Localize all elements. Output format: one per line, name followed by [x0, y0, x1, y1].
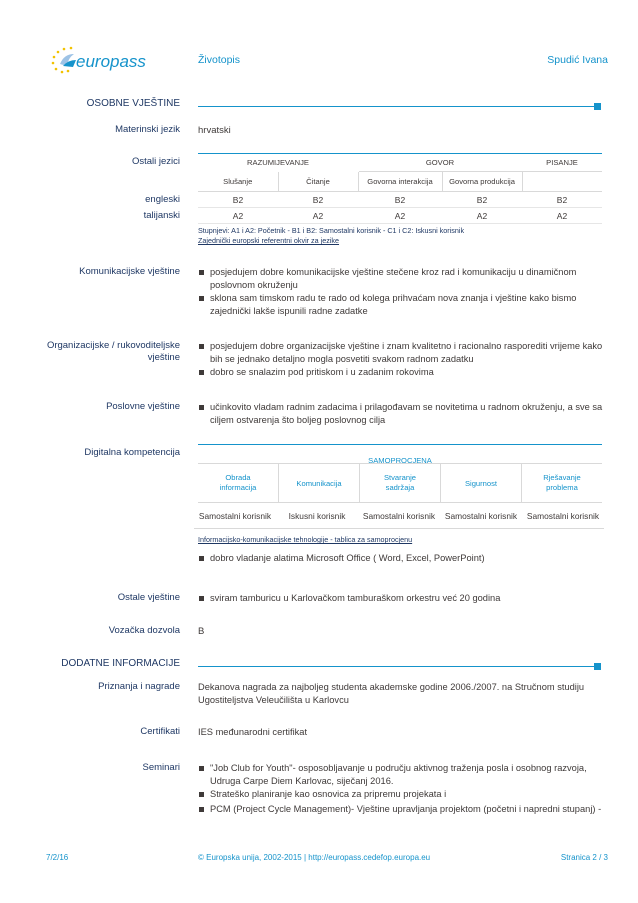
awards-value	[198, 681, 604, 707]
europass-logo-graphic	[46, 40, 166, 80]
footer-copyright[interactable]: © Europska unija, 2002-2015 | http://europass.cedefop.europa.eu	[198, 853, 431, 862]
levels-note: Stupnjevi: A1 i A2: Početnik - B1 i B2: Samostalni korisnik - C1 i C2: Iskusni korisnik	[198, 226, 465, 235]
digital-header-cell	[360, 464, 441, 502]
level-cell: B2	[232, 194, 244, 205]
language-row	[198, 192, 602, 208]
awards-line: Dekanova nagrada za najboljeg studenta akademske godine 2006./2007. na Stručnom studiju	[198, 682, 585, 692]
header-text: Rješavanje	[543, 473, 581, 482]
header-text: Obrada	[225, 473, 251, 482]
header-text: Komunikacija	[296, 478, 342, 488]
list-item: posjedujem dobre komunikacijske vještine stečene kroz rad i komunikaciju u dinamičnom poslovnom okruženju	[198, 266, 604, 291]
certificates-value: IES međunarodni certifikat	[198, 727, 308, 737]
section-divider	[198, 666, 594, 667]
section-marker	[594, 663, 601, 670]
header-understanding: RAZUMIJEVANJE	[198, 154, 358, 172]
self-assessment-header	[198, 444, 602, 463]
communication-skills-label: Komunikacijske vještine	[79, 266, 180, 277]
organisational-label-line1: Organizacijske / rukovoditeljske	[46, 340, 180, 351]
driving-licence-label: Vozačka dozvola	[108, 625, 180, 636]
digital-header-row	[198, 463, 602, 503]
header-spoken-interaction: Govorna interakcija	[358, 172, 442, 192]
list-item: dobro se snalazim pod pritiskom i u zadanim rokovima	[198, 366, 604, 379]
list-item: Strateško planiranje kao osnovica za pripremu projekata i	[198, 788, 604, 801]
section-title-personal-skills: OSOBNE VJEŠTINE	[86, 98, 180, 109]
digital-value-cell: Samostalni korisnik	[198, 510, 272, 521]
digital-value-cell: Samostalni korisnik	[362, 510, 436, 521]
digital-values-row	[194, 503, 604, 529]
section-divider	[198, 106, 594, 107]
organisational-skills-label	[0, 340, 180, 364]
footer-date: 7/2/16	[46, 853, 69, 862]
other-languages-label: Ostali jezici	[131, 156, 180, 167]
mother-tongue-value: hrvatski	[198, 125, 231, 136]
self-assessment-title: SAMOPROCJENA	[368, 456, 432, 465]
awards-label: Priznanja i nagrade	[98, 681, 180, 692]
list-item: posjedujem dobre organizacijske vještine i znam kvalitetno i racionalno rasporediti vrijeme kako bih se jednako detaljno mogla posvetiti svakom radnom zadatku	[198, 340, 604, 365]
language-name: engleski	[145, 194, 180, 205]
header-writing: PISANJE	[522, 154, 602, 172]
list-item: sviram tamburicu u Karlovačkom tamburaškom orkestru već 20 godina	[198, 592, 604, 605]
language-row	[198, 208, 602, 224]
digital-value-cell: Iskusni korisnik	[288, 510, 346, 521]
list-item: dobro vladanje alatima Microsoft Office ( Word, Excel, PowerPoint)	[198, 552, 604, 565]
europass-logo	[46, 40, 166, 80]
organisational-label-line2: vještine	[147, 352, 180, 363]
header-listening: Slušanje	[198, 172, 278, 192]
header-reading: Čitanje	[278, 172, 358, 192]
mother-tongue-label: Materinski jezik	[115, 124, 180, 135]
header-text: informacija	[219, 483, 257, 492]
level-cell: B2	[394, 194, 406, 205]
job-skills-label: Poslovne vještine	[106, 401, 180, 412]
digital-header-cell	[198, 464, 279, 502]
seminars-label: Seminari	[142, 762, 180, 773]
section-title-additional: DODATNE INFORMACIJE	[61, 658, 180, 669]
digital-competence-label: Digitalna kompetencija	[84, 447, 180, 458]
level-cell: A2	[556, 210, 568, 221]
level-cell: B2	[556, 194, 568, 205]
digital-value-cell: Samostalni korisnik	[526, 510, 600, 521]
person-name: Spudić Ivana	[547, 54, 608, 66]
digital-value-cell: Samostalni korisnik	[444, 510, 518, 521]
digital-header-cell	[522, 464, 602, 502]
awards-line: Ugostiteljstva Veleučilišta u Karlovcu	[198, 695, 349, 705]
digital-header-cell	[441, 464, 522, 502]
level-cell: A2	[312, 210, 324, 221]
header-text: Sigurnost	[464, 478, 498, 488]
list-item: PCM (Project Cycle Management)- Vještine upravljanja projektom (početni i napredni stupanj) -	[198, 803, 604, 816]
language-table	[198, 153, 602, 224]
digital-header-cell	[279, 464, 360, 502]
footer-page-number: Stranica 2 / 3	[560, 853, 608, 862]
header-spoken-production: Govorna produkcija	[442, 172, 522, 192]
list-item: "Job Club for Youth"- osposobljavanje u području aktivnog traženja posla i osobnog razvoja, Udruga Carpe Diem Karlovac, siječanj 2016.	[198, 762, 604, 787]
level-cell: B2	[476, 194, 488, 205]
language-name: talijanski	[143, 210, 180, 221]
level-cell: A2	[476, 210, 488, 221]
header-speaking: GOVOR	[358, 154, 522, 172]
cefr-link[interactable]: Zajednički europski referentni okvir za jezike	[198, 236, 340, 245]
other-skills-label: Ostale vještine	[117, 592, 180, 603]
digital-assessment-link[interactable]: Informacijsko-komunikacijske tehnologije - tablica za samoprocjenu	[198, 535, 413, 544]
list-item: sklona sam timskom radu te rado od kolega prihvaćam nova znanja i vještine kako bismo zajednički lakše ispunili radne zadatke	[198, 292, 604, 317]
header-text: sadržaja	[385, 483, 415, 492]
certificates-label: Certifikati	[140, 726, 180, 737]
section-marker	[594, 103, 601, 110]
document-title: Životopis	[198, 54, 241, 66]
level-cell: A2	[394, 210, 406, 221]
header-text: Stvaranje	[383, 473, 417, 482]
header-text: problema	[546, 483, 578, 492]
list-item: učinkovito vladam radnim zadacima i prilagođavam se novitetima u radnom okruženju, a sve sa ciljem ostvarenja što boljeg poslovnog cilja	[198, 401, 604, 426]
logo-text: europass	[76, 52, 146, 71]
level-cell: B2	[312, 194, 324, 205]
level-cell: A2	[232, 210, 244, 221]
driving-licence-value: B	[198, 626, 205, 637]
header-empty	[522, 172, 602, 192]
